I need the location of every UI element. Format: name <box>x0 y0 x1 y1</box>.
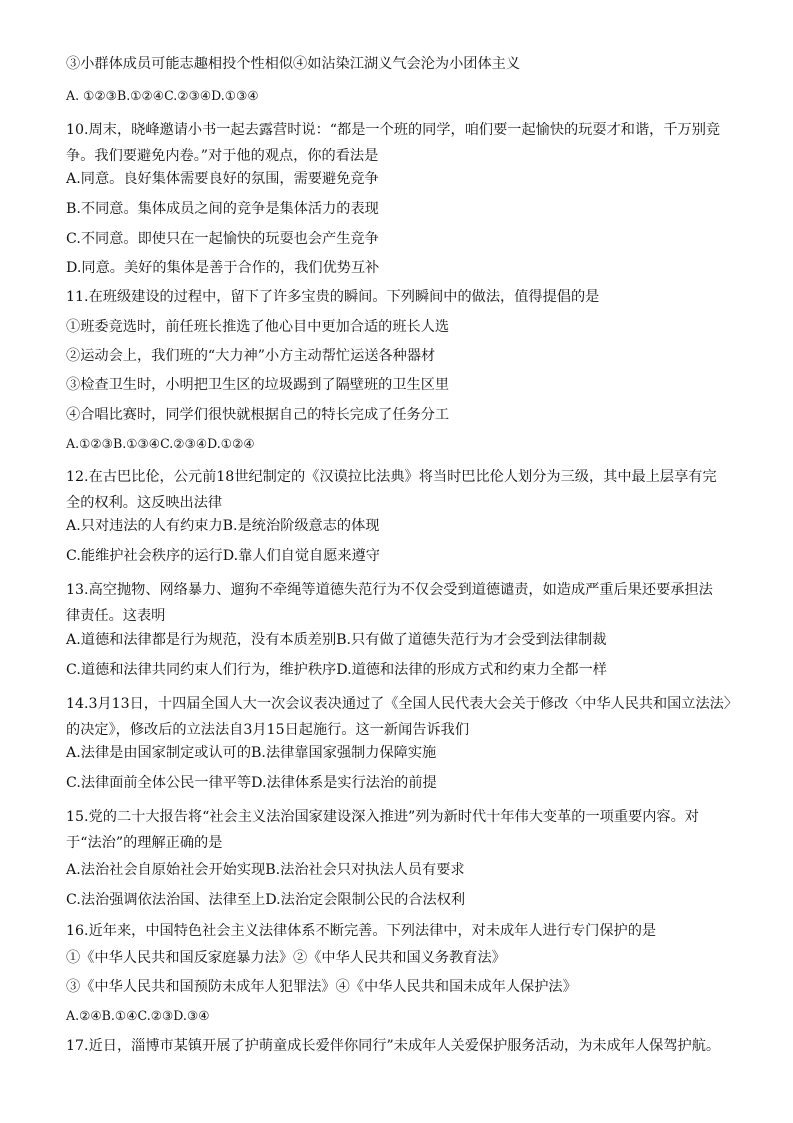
q10-stem-line1: 10.周末，晓峰邀请小书一起去露营时说：“都是一个班的同学，咱们要一起愉快的玩耍才和谐，千万别竞 <box>66 122 721 138</box>
q11-stem: 11.在班级建设的过程中，留下了许多宝贵的瞬间。下列瞬间中的做法，值得提倡的是 <box>66 289 600 305</box>
q15-options-cd: C.法治强调依法治国、法律至上D.法治定会限制公民的合法权利 <box>66 892 466 908</box>
q9-item-3-4: ③小群体成员可能志趣相投个性相似④如沾染江湖义气会沦为小团体主义 <box>66 56 521 72</box>
q10-option-b: B.不同意。集体成员之间的竞争是集体活力的表现 <box>66 201 379 217</box>
q14-options-cd: C.法律面前全体公民一律平等D.法律体系是实行法治的前提 <box>66 775 437 791</box>
q10-option-d: D.同意。美好的集体是善于合作的，我们优势互补 <box>66 260 380 276</box>
q10-stem-line2: 争。我们要避免内卷。”对于他的观点，你的看法是 <box>66 148 379 164</box>
q10-option-c: C.不同意。即使只在一起愉快的玩耍也会产生竞争 <box>66 231 379 247</box>
q13-options-ab: A.道德和法律都是行为规范，没有本质差别B.只有做了道德失范行为才会受到法律制裁 <box>66 632 607 648</box>
q16-items-3-4: ③《中华人民共和国预防未成年人犯罪法》④《中华人民共和国未成年人保护法》 <box>66 979 577 995</box>
q11-options: A.①②③B.①③④C.②③④D.①②④ <box>66 436 255 451</box>
q12-stem-line1: 12.在古巴比伦，公元前18世纪制定的《汉谟拉比法典》将当时巴比伦人划分为三级，其中最上层享有完 <box>66 469 717 485</box>
q15-stem-line1: 15.党的二十大报告将“社会主义法治国家建设深入推进”列为新时代十年伟大变革的一项重要内容。对 <box>66 809 699 825</box>
q11-item-4: ④合唱比赛时，同学们很快就根据自己的特长完成了任务分工 <box>66 407 450 423</box>
q15-stem-line2: 于“法治”的理解正确的是 <box>66 835 223 851</box>
q14-stem-line1: 14.3月13日，十四届全国人大一次会议表决通过了《全国人民代表大会关于修改〈中华人民共和国立法法〉 <box>66 696 738 712</box>
q10-option-a: A.同意。良好集体需要良好的氛围，需要避免竞争 <box>66 171 379 187</box>
q11-item-3: ③检查卫生时，小明把卫生区的垃圾踢到了隔壁班的卫生区里 <box>66 377 450 393</box>
q15-options-ab: A.法治社会自原始社会开始实现B.法治社会只对执法人员有要求 <box>66 862 465 878</box>
q16-stem: 16.近年来，中国特色社会主义法律体系不断完善。下列法律中，对未成年人进行专门保护的是 <box>66 923 657 939</box>
q12-options-cd: C.能维护社会秩序的运行D.靠人们自觉自愿来遵守 <box>66 548 380 564</box>
q13-stem-line2: 律责任。这表明 <box>66 608 166 624</box>
q13-options-cd: C.道德和法律共同约束人们行为，维护秩序D.道德和法律的形成方式和约束力全都一样 <box>66 662 607 678</box>
q12-options-ab: A.只对违法的人有约束力B.是统治阶级意志的体现 <box>66 518 380 534</box>
q16-options: A.②④B.①④C.②③D.③④ <box>66 1008 210 1023</box>
q12-stem-line2: 全的权利。这反映出法律 <box>66 495 223 511</box>
q9-options: A. ①②③B.①②④C.②③④D.①③④ <box>66 88 259 103</box>
q11-item-2: ②运动会上，我们班的“大力神”小方主动帮忙运送各种器材 <box>66 348 436 364</box>
q14-options-ab: A.法律是由国家制定或认可的B.法律靠国家强制力保障实施 <box>66 745 437 761</box>
q16-items-1-2: ①《中华人民共和国反家庭暴力法》②《中华人民共和国义务教育法》 <box>66 950 506 966</box>
q17-stem-line1: 17.近日，淄博市某镇开展了护萌童成长爱伴你同行”未成年人关爱保护服务活动，为未成年人保驾护航。 <box>66 1038 721 1054</box>
q13-stem-line1: 13.高空抛物、网络暴力、遛狗不牵绳等道德失范行为不仅会受到道德谴责，如造成严重后果还要承担法 <box>66 582 713 598</box>
q11-item-1: ①班委竞选时，前任班长推选了他心目中更加合适的班长人选 <box>66 319 450 335</box>
q14-stem-line2: 的决定》，修改后的立法法自3月15日起施行。这一新闻告诉我们 <box>66 722 470 738</box>
